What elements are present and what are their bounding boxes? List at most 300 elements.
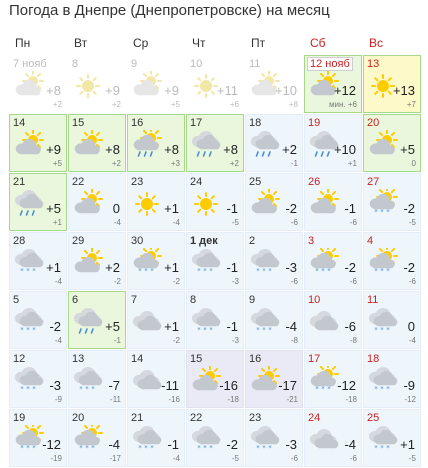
svg-text:*: * — [256, 267, 260, 275]
day-number: 18 — [249, 117, 262, 129]
day-number: 25 — [367, 412, 380, 424]
day-temperature: +1 — [400, 437, 415, 452]
day-cell[interactable] — [68, 173, 126, 231]
day-cell[interactable] — [127, 55, 185, 113]
day-cell[interactable] — [9, 173, 67, 231]
night-temperature: -5 — [231, 218, 239, 227]
day-temperature: -12 — [42, 437, 61, 452]
svg-text:*: * — [268, 267, 272, 275]
night-temperature: -6 — [290, 277, 298, 286]
day-number: 13 — [367, 58, 380, 70]
night-temperature: -4 — [172, 218, 180, 227]
cloudy-snow-icon — [13, 248, 45, 278]
day-temperature: -2 — [49, 319, 61, 334]
day-temperature: +2 — [105, 260, 120, 275]
day-cell[interactable] — [245, 55, 303, 113]
night-temperature: -3 — [231, 277, 239, 286]
partly-cloudy-snow-icon — [308, 366, 340, 396]
day-cell[interactable] — [9, 350, 67, 408]
night-temperature: +2 — [111, 100, 121, 109]
day-temperature: +12 — [333, 83, 356, 98]
day-cell[interactable] — [363, 409, 421, 467]
day-temperature: +5 — [105, 319, 120, 334]
svg-text:*: * — [20, 267, 24, 275]
day-temperature: -1 — [226, 319, 238, 334]
day-cell[interactable] — [9, 291, 67, 349]
day-temperature: -4 — [285, 319, 297, 334]
day-number: 15 — [72, 117, 85, 129]
svg-text:*: * — [386, 385, 390, 393]
day-number: 10 — [308, 294, 321, 306]
svg-text:*: * — [91, 444, 95, 452]
night-temperature: -5 — [231, 454, 239, 463]
svg-text:*: * — [380, 444, 384, 452]
day-number: 14 — [13, 117, 26, 129]
day-temperature: +10 — [333, 142, 356, 157]
partly-cloudy-icon — [72, 189, 104, 219]
day-temperature: -4 — [108, 437, 120, 452]
night-temperature: -9 — [54, 395, 62, 404]
day-cell[interactable] — [127, 173, 185, 231]
svg-text:*: * — [203, 326, 207, 334]
svg-text:*: * — [209, 444, 213, 452]
svg-text:*: * — [374, 208, 378, 216]
day-number: 6 — [72, 294, 79, 306]
day-temperature: +1 — [164, 260, 179, 275]
day-cell[interactable] — [304, 232, 362, 290]
day-cell[interactable] — [186, 291, 244, 349]
svg-text:*: * — [20, 385, 24, 393]
cloudy-snow-icon — [190, 248, 222, 278]
night-temperature: -6 — [290, 218, 298, 227]
partly-cloudy-snow-icon — [367, 189, 399, 219]
night-temperature: +1 — [347, 159, 357, 168]
day-cell[interactable] — [186, 350, 244, 408]
cloudy-snow-icon — [72, 366, 104, 396]
day-number: 21 — [13, 176, 26, 188]
day-number: 26 — [308, 176, 321, 188]
svg-text:*: * — [262, 444, 266, 452]
partly-cloudy-icon — [131, 71, 163, 101]
day-number: 9 — [249, 294, 256, 306]
day-number: 11 — [249, 58, 261, 70]
cloudy-snow-icon — [249, 307, 281, 337]
day-number: 23 — [131, 176, 144, 188]
night-temperature: 0 — [411, 159, 416, 168]
day-temperature: -6 — [344, 319, 356, 334]
day-number: 7 — [131, 294, 138, 306]
partly-cloudy-snow-icon — [13, 425, 45, 455]
day-number: 30 — [131, 235, 144, 247]
svg-text:*: * — [256, 326, 260, 334]
sun-icon — [72, 71, 104, 101]
night-temperature: +5 — [52, 159, 62, 168]
night-temperature: -18 — [227, 395, 239, 404]
day-cell[interactable] — [9, 114, 67, 172]
svg-text:*: * — [26, 444, 30, 452]
day-number: 3 — [308, 235, 315, 247]
cloudy-snow-icon — [13, 366, 45, 396]
day-number: 8 — [72, 58, 79, 70]
svg-text:*: * — [256, 444, 260, 452]
night-temperature: мин. +6 — [329, 100, 357, 109]
night-temperature: -2 — [113, 277, 121, 286]
cloudy-snow-icon — [190, 307, 222, 337]
day-temperature: -3 — [285, 437, 297, 452]
day-cell[interactable] — [68, 409, 126, 467]
day-temperature: +1 — [164, 319, 179, 334]
day-number: 28 — [13, 235, 26, 247]
svg-text:*: * — [26, 326, 30, 334]
day-cell[interactable] — [363, 232, 421, 290]
partly-cloudy-snow-icon — [308, 248, 340, 278]
svg-text:*: * — [197, 326, 201, 334]
svg-text:*: * — [209, 326, 213, 334]
svg-text:*: * — [197, 444, 201, 452]
day-cell[interactable] — [68, 55, 126, 113]
svg-text:*: * — [79, 444, 83, 452]
svg-text:*: * — [386, 267, 390, 275]
night-temperature: +7 — [406, 100, 416, 109]
day-temperature: -11 — [161, 378, 179, 393]
day-temperature: -3 — [285, 260, 297, 275]
day-cell[interactable] — [245, 291, 303, 349]
cloudy-snow-icon — [190, 425, 222, 455]
svg-text:*: * — [79, 385, 83, 393]
day-cell[interactable] — [245, 232, 303, 290]
svg-text:*: * — [144, 267, 148, 275]
day-temperature: +8 — [105, 142, 120, 157]
partly-cloudy-snow-icon — [72, 425, 104, 455]
svg-text:*: * — [85, 444, 89, 452]
cloudy-snow-icon — [367, 307, 399, 337]
svg-text:*: * — [32, 267, 36, 275]
day-number: 13 — [72, 353, 85, 365]
partly-cloudy-icon — [13, 71, 45, 101]
cloudy-rain-icon — [190, 130, 222, 160]
svg-text:*: * — [32, 385, 36, 393]
day-number: 7 нояб — [13, 58, 47, 70]
day-number: 2 — [249, 235, 256, 247]
svg-text:*: * — [380, 326, 384, 334]
day-temperature: -12 — [337, 378, 356, 393]
day-number: 8 — [190, 294, 197, 306]
day-number: 24 — [308, 412, 321, 424]
day-cell[interactable] — [127, 114, 185, 172]
day-number: 24 — [190, 176, 203, 188]
night-temperature: -4 — [113, 218, 121, 227]
day-number: 22 — [72, 176, 85, 188]
partly-cloudy-icon — [249, 366, 281, 396]
svg-text:*: * — [268, 444, 272, 452]
night-temperature: -1 — [113, 336, 121, 345]
day-cell[interactable] — [304, 55, 362, 113]
night-temperature: +2 — [52, 100, 62, 109]
day-number: 19 — [13, 412, 26, 424]
day-number: 29 — [72, 235, 85, 247]
day-cell[interactable] — [304, 114, 362, 172]
cloudy-rain-icon — [13, 189, 45, 219]
cloudy-snow-icon — [249, 425, 281, 455]
day-number: 21 — [131, 412, 144, 424]
partly-cloudy-icon — [72, 130, 104, 160]
day-number: 16 — [249, 353, 262, 365]
night-temperature: -4 — [172, 454, 180, 463]
day-cell[interactable] — [245, 114, 303, 172]
day-cell[interactable] — [127, 291, 185, 349]
day-temperature: +2 — [282, 142, 297, 157]
day-number: 15 — [190, 353, 203, 365]
day-cell[interactable] — [363, 173, 421, 231]
day-cell[interactable] — [68, 291, 126, 349]
svg-text:*: * — [85, 385, 89, 393]
partly-cloudy-snow-icon — [367, 248, 399, 278]
cloudy-rain-icon — [72, 307, 104, 337]
sun-icon — [131, 189, 163, 219]
day-cell[interactable] — [245, 173, 303, 231]
svg-text:*: * — [380, 385, 384, 393]
day-cell[interactable] — [304, 173, 362, 231]
day-number: 1 дек — [190, 235, 218, 247]
day-number: 5 — [13, 294, 20, 306]
svg-text:*: * — [32, 326, 36, 334]
svg-text:*: * — [138, 444, 142, 452]
weekday-sun: Вс — [369, 36, 384, 50]
day-cell[interactable] — [304, 409, 362, 467]
cloudy-snow-icon — [367, 425, 399, 455]
day-temperature: +5 — [46, 201, 61, 216]
day-temperature: -3 — [49, 378, 61, 393]
day-cell[interactable] — [245, 350, 303, 408]
day-number: 12 нояб — [307, 57, 353, 71]
night-temperature: -6 — [349, 218, 357, 227]
night-temperature: +2 — [111, 159, 121, 168]
day-cell[interactable] — [363, 350, 421, 408]
day-cell[interactable] — [186, 232, 244, 290]
day-temperature: -1 — [344, 201, 356, 216]
day-number: 20 — [367, 117, 380, 129]
cloudy-snow-icon — [367, 366, 399, 396]
night-temperature: -16 — [168, 395, 180, 404]
cloudy-icon — [131, 366, 163, 396]
day-cell[interactable] — [186, 173, 244, 231]
weekday-thu: Чт — [192, 36, 206, 50]
night-temperature: -6 — [349, 277, 357, 286]
day-temperature: -2 — [226, 437, 238, 452]
day-number: 19 — [308, 117, 321, 129]
day-temperature: -2 — [344, 260, 356, 275]
day-temperature: +1 — [164, 201, 179, 216]
day-number: 10 — [190, 58, 203, 70]
day-temperature: +9 — [46, 142, 61, 157]
day-number: 25 — [249, 176, 262, 188]
partly-cloudy-icon — [72, 248, 104, 278]
cloudy-icon — [308, 307, 340, 337]
svg-text:*: * — [150, 267, 154, 275]
day-cell[interactable] — [9, 232, 67, 290]
svg-text:*: * — [380, 267, 384, 275]
cloudy-snow-icon — [131, 425, 163, 455]
svg-text:*: * — [203, 267, 207, 275]
svg-text:*: * — [268, 326, 272, 334]
day-cell[interactable] — [186, 409, 244, 467]
svg-text:*: * — [203, 444, 207, 452]
day-temperature: -9 — [403, 378, 415, 393]
page-title: Погода в Днепре (Днепропетровске) на месяц — [9, 2, 330, 19]
partly-cloudy-icon — [308, 189, 340, 219]
day-cell[interactable] — [127, 232, 185, 290]
svg-text:*: * — [20, 444, 24, 452]
day-number: 17 — [308, 353, 321, 365]
day-temperature: +9 — [105, 83, 120, 98]
svg-text:*: * — [26, 385, 30, 393]
night-temperature: -1 — [290, 159, 298, 168]
day-cell[interactable] — [127, 409, 185, 467]
day-temperature: +8 — [164, 142, 179, 157]
day-temperature: +10 — [274, 83, 297, 98]
day-cell[interactable] — [363, 114, 421, 172]
night-temperature: +6 — [229, 100, 239, 109]
night-temperature: -11 — [110, 395, 121, 404]
svg-text:*: * — [150, 444, 154, 452]
night-temperature: -8 — [290, 336, 298, 345]
svg-text:*: * — [374, 385, 378, 393]
day-number: 14 — [131, 353, 144, 365]
night-temperature: -2 — [172, 336, 180, 345]
day-cell[interactable] — [363, 55, 421, 113]
day-temperature: -4 — [344, 437, 356, 452]
weekday-mon: Пн — [15, 36, 31, 50]
cloudy-snow-icon — [249, 248, 281, 278]
day-cell[interactable] — [304, 350, 362, 408]
day-number: 12 — [13, 353, 26, 365]
day-cell[interactable] — [363, 291, 421, 349]
sun-icon — [190, 189, 222, 219]
weekday-tue: Вт — [74, 36, 88, 50]
night-temperature: -12 — [404, 395, 416, 404]
day-cell[interactable] — [186, 114, 244, 172]
svg-text:*: * — [197, 267, 201, 275]
svg-text:*: * — [386, 326, 390, 334]
cloudy-icon — [131, 307, 163, 337]
partly-cloudy-rain-icon — [131, 130, 163, 160]
cloudy-rain-icon — [249, 130, 281, 160]
day-temperature: +5 — [400, 142, 415, 157]
svg-text:*: * — [327, 267, 331, 275]
svg-text:*: * — [386, 444, 390, 452]
svg-text:*: * — [144, 444, 148, 452]
night-temperature: -4 — [408, 336, 416, 345]
svg-text:*: * — [262, 326, 266, 334]
day-cell[interactable] — [304, 291, 362, 349]
day-temperature: +13 — [392, 83, 415, 98]
day-cell[interactable] — [9, 409, 67, 467]
night-temperature: -5 — [408, 454, 416, 463]
day-temperature: +1 — [46, 260, 61, 275]
svg-text:*: * — [321, 385, 325, 393]
day-temperature: +9 — [164, 83, 179, 98]
day-temperature: +8 — [223, 142, 238, 157]
night-temperature: -6 — [408, 277, 416, 286]
svg-text:*: * — [26, 267, 30, 275]
day-temperature: -1 — [226, 201, 238, 216]
day-number: 23 — [249, 412, 262, 424]
day-number: 11 — [367, 294, 379, 306]
svg-text:*: * — [374, 326, 378, 334]
partly-cloudy-snow-icon — [131, 248, 163, 278]
svg-text:*: * — [327, 385, 331, 393]
day-cell[interactable] — [127, 350, 185, 408]
day-cell[interactable] — [68, 232, 126, 290]
day-temperature: +8 — [46, 83, 61, 98]
cloudy-snow-icon — [13, 307, 45, 337]
day-temperature: +11 — [216, 83, 238, 98]
svg-text:*: * — [20, 326, 24, 334]
day-temperature: -2 — [403, 260, 415, 275]
weekday-wed: Ср — [133, 36, 149, 50]
night-temperature: +5 — [170, 100, 180, 109]
night-temperature: -5 — [408, 218, 416, 227]
night-temperature: +3 — [170, 159, 180, 168]
partly-cloudy-icon — [190, 366, 222, 396]
night-temperature: -6 — [290, 454, 298, 463]
night-temperature: -4 — [54, 277, 62, 286]
svg-text:*: * — [91, 385, 95, 393]
day-number: 20 — [72, 412, 85, 424]
weekday-sat: Сб — [310, 36, 326, 50]
night-temperature: -3 — [231, 336, 239, 345]
day-number: 22 — [190, 412, 203, 424]
day-cell[interactable] — [9, 55, 67, 113]
day-cell[interactable] — [245, 409, 303, 467]
svg-text:*: * — [386, 208, 390, 216]
day-cell[interactable] — [68, 350, 126, 408]
night-temperature: -21 — [286, 395, 298, 404]
day-number: 9 — [131, 58, 138, 70]
svg-text:*: * — [374, 444, 378, 452]
svg-text:*: * — [262, 267, 266, 275]
day-number: 4 — [367, 235, 374, 247]
day-temperature: -1 — [226, 260, 238, 275]
svg-text:*: * — [321, 267, 325, 275]
partly-cloudy-icon — [13, 130, 45, 160]
svg-text:*: * — [32, 444, 36, 452]
night-temperature: -17 — [109, 454, 121, 463]
night-temperature: -4 — [54, 336, 62, 345]
day-number: 16 — [131, 117, 144, 129]
day-temperature: -17 — [278, 378, 297, 393]
day-temperature: -16 — [219, 378, 238, 393]
cloudy-icon — [308, 425, 340, 455]
day-cell[interactable] — [68, 114, 126, 172]
day-cell[interactable] — [186, 55, 244, 113]
partly-cloudy-icon — [367, 130, 399, 160]
svg-text:*: * — [315, 385, 319, 393]
day-number: 17 — [190, 117, 203, 129]
svg-text:*: * — [380, 208, 384, 216]
day-number: 27 — [367, 176, 380, 188]
svg-text:*: * — [315, 267, 319, 275]
night-temperature: +8 — [288, 100, 298, 109]
day-temperature: 0 — [112, 201, 120, 216]
day-temperature: 0 — [407, 319, 415, 334]
svg-text:*: * — [374, 267, 378, 275]
day-temperature: -2 — [285, 201, 297, 216]
day-temperature: -7 — [108, 378, 120, 393]
day-temperature: -2 — [403, 201, 415, 216]
day-temperature: -1 — [167, 437, 179, 452]
svg-text:*: * — [209, 267, 213, 275]
